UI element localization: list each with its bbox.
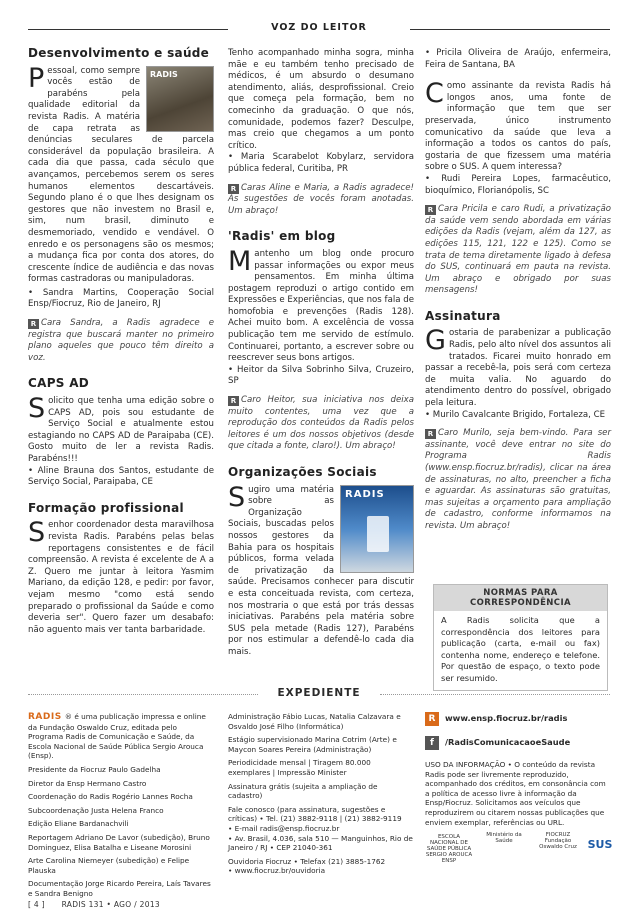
contact-address: • Av. Brasil, 4.036, sala 510 — Manguinhos, Rio de Janeiro / RJ • CEP 21040-361 bbox=[228, 833, 413, 853]
radis-icon: R bbox=[425, 712, 439, 726]
magazine-cover-image: RADIS bbox=[340, 485, 414, 573]
fiocruz-logo: FIOCRUZ Fundação Oswaldo Cruz bbox=[539, 832, 577, 850]
credit-line: Subcoordenação Justa Helena Franco bbox=[28, 805, 164, 815]
editor-response: R Caro Murilo, seja bem-vindo. Para ser assinante, você deve entrar no site do Programa Radis (www.ensp.fiocruz.br/radis), clicar na área de assinaturas, no alto, preencher a ficha e aguardar. As assinaturas são gratuitas, mas sujeitas a orçamento para ampliação de cadastro, conforme informamos na revista. Um abraço! bbox=[425, 428, 611, 531]
ministerio-logo: Ministério da Saúde bbox=[486, 832, 522, 844]
letter-sus bbox=[425, 48, 611, 297]
section-header bbox=[0, 20, 638, 38]
ensp-logo: ESCOLA NACIONAL DE SAÚDE PÚBLICA SERGIO AROUCA ENSP bbox=[425, 834, 473, 864]
letter-signature: • Murilo Cavalcante Brigido, Fortaleza, CE bbox=[425, 409, 606, 420]
rules-title: NORMAS PARA CORRESPONDÊNCIA bbox=[434, 585, 607, 611]
column-3 bbox=[425, 48, 611, 543]
letter-signature: • Pricila Oliveira de Araújo, enfermeira, Feira de Santana, BA bbox=[425, 48, 611, 70]
letter-body: essoal, como sempre vocês estão de parabéns pela qualidade editorial da revista Radis. A matéria de capa retrata as denúncias seculares de parcela considerável da população brasileira. A cada dia que passa, cada século que avançamos, percebemos serem os seres humanos elementos descartáveis. Segundo plano é o que lhes designam os gestores que não investem no Brasil e, sim, num brasil, diminuto e desmemoriado, vendido e vendável. O enredo e os personagens são os mesmos; a mudança fica por conta dos atores, do crescente índice de audiência e das novas formas castradoras ou manipuladoras. bbox=[28, 65, 214, 285]
ouvidoria-link[interactable]: • www.fiocruz.br/ouvidoria bbox=[228, 866, 326, 876]
letter-body: ugiro uma matéria sobre as Organização Sociais, buscadas pelos nossos gestores da Bahia para os hospitais públicos, forma velada de privatização da saúde. Precisamos conhecer para discutir e esta conceituada revista, com certeza, nos mostraria o que está por trás dessas iniciativas. Parabéns pela matéria sobre SUS pela metade (Radis 127), Parabéns por nos estimular a defendê-lo cada dia mais. bbox=[228, 484, 414, 657]
radis-r-icon: R bbox=[228, 396, 239, 406]
credit-line: Periodicidade mensal | Tiragem 80.000 exemplares | Impressão Minister bbox=[228, 758, 371, 777]
letter-blog bbox=[228, 231, 414, 453]
letter-title: Desenvolvimento e saúde bbox=[28, 46, 210, 60]
letter-title: Organizações Sociais bbox=[228, 465, 377, 479]
expediente-header bbox=[0, 685, 638, 703]
letter-assinatura bbox=[425, 308, 611, 533]
letter-body: enhor coordenador desta maravilhosa revista Radis. Parabéns pelas belas reportagens consistentes e de fácil compreensão. A revista é excelente de A a Z. Quero me juntar à leitora Yasmim Mariano, da edição 128, e pedir: por favor, vejam mesmo "como está sendo preparado o profissional da Saúde e como deveria ser". Quero fazer um desabafo: não aguento mais ver tanta barbaridade. bbox=[28, 520, 214, 635]
magazine-cover-image: RADIS bbox=[146, 66, 214, 132]
letter-title: CAPS AD bbox=[28, 376, 90, 391]
credit-line: Ouvidoria Fiocruz • Telefax (21) 3885-1762 bbox=[228, 856, 386, 866]
column-1 bbox=[28, 48, 214, 646]
expediente-title: EXPEDIENTE bbox=[277, 687, 361, 699]
page-footer bbox=[28, 900, 160, 909]
issue-info: RADIS 131 • AGO / 2013 bbox=[61, 900, 160, 909]
letter-signature: • Rudi Pereira Lopes, farmacêutico, bioquímico, Florianópolis, SC bbox=[425, 173, 611, 196]
drop-cap: G bbox=[425, 325, 446, 357]
radis-r-icon: R bbox=[425, 429, 436, 439]
drop-cap: C bbox=[425, 78, 444, 110]
website-link[interactable]: R www.ensp.fiocruz.br/radis bbox=[425, 712, 611, 726]
drop-cap: S bbox=[28, 393, 46, 425]
contact-email[interactable]: • E-mail radis@ensp.fiocruz.br bbox=[228, 823, 340, 833]
expediente-col-3 bbox=[425, 712, 611, 827]
credit-line: Diretor da Ensp Hermano Castro bbox=[28, 778, 147, 788]
credit-line: Edição Eliane Bardanachvili bbox=[28, 819, 129, 829]
letter-body: ostaria de parabenizar a publicação Radis, pelo alto nível dos assuntos ali tratados. Ficarei muito honrado em passar a recebê-la, pois será com certeza de muita valia. No aguardo do atendimento dentro do possível, obrigado pela leitura. bbox=[425, 328, 611, 409]
editor-response: R Cara Sandra, a Radis agradece e registra que buscará manter no primeiro plano aqueles que pouco têm direito a voz. bbox=[28, 318, 214, 363]
credit-line: Estágio supervisionado Marina Cotrim (Arte) e Maycon Soares Pereira (Administração) bbox=[228, 735, 397, 754]
credit-line: Coordenação do Radis Rogério Lannes Rocha bbox=[28, 792, 193, 802]
radis-r-icon: R bbox=[228, 184, 239, 194]
rules-text: A Radis solicita que a correspondência dos leitores para publicação (carta, e-mail ou fax) contenha nome, endereço e telefone. Por questão de espaço, o texto pode ser resumido. bbox=[441, 615, 600, 683]
letter-organizacoes bbox=[228, 467, 414, 659]
facebook-icon: f bbox=[425, 736, 439, 750]
credit-line: Documentação Jorge Ricardo Pereira, Laís Tavares e Sandra Benigno bbox=[28, 879, 211, 898]
editor-response: R Caro Heitor, sua iniciativa nos deixa muito contentes, uma vez que a reprodução dos conteúdos da Radis pelos leitores é um dos nossos objetivos (desde que citada a fonte, claro!). Um abraço! bbox=[228, 395, 414, 452]
letter-signature: • Heitor da Silva Sobrinho Silva, Cruzeiro, SP bbox=[228, 364, 414, 387]
expediente-col-2 bbox=[228, 712, 414, 876]
credit-line: Presidente da Fiocruz Paulo Gadelha bbox=[28, 764, 161, 774]
credit-line: Fale conosco (para assinatura, sugestões e críticas) • Tel. (21) 3882-9118 | (21) 3882-9119 bbox=[228, 804, 402, 824]
institution-logos bbox=[425, 830, 615, 866]
sus-logo: SUS bbox=[587, 838, 613, 851]
letter-desenvolvimento bbox=[28, 48, 214, 364]
letter-formacao bbox=[28, 500, 214, 637]
correspondence-rules-box bbox=[433, 584, 608, 691]
letter-signature: • Maria Scarabelot Kobylarz, servidora pública federal, Curitiba, PR bbox=[228, 152, 414, 174]
credit-line: Reportagem Adriano De Lavor (subedição), Bruno Dominguez, Elisa Batalha e Liseane Morosini bbox=[28, 832, 210, 852]
letter-body: olicito que tenha uma edição sobre o CAPS AD, pois sou estudante de Serviço Social e atualmente estou estagiando no CAPS AD de Paraipaba (CE). Gosto muito de ler a revista Radis. Parabéns!!! bbox=[28, 396, 214, 464]
radis-r-icon: R bbox=[28, 319, 39, 329]
letter-body: antenho um blog onde procuro passar informações ou expor meus pensamentos. Em minha última postagem reproduzi o artigo contido em Expressões e Experiências, que nos fala de homofobia e prevenções (Radis 128). Achei muito bom. A excelência de vossa publicação tem me servido de estímulo. Continuarei, portanto, a escrever sobre ou reescrever seus bons artigos. bbox=[228, 248, 414, 364]
credit-line: Arte Carolina Niemeyer (subedição) e Felipe Plauska bbox=[28, 856, 190, 875]
letter-body: Tenho acompanhado minha sogra, minha mãe e eu também tenho precisado de médicos, é um absurdo o desumano atendimento, aliás, desprofissional. Creio que começa pela formação, bem no comecinho da graduação. O que nós, comunidade, podemos fazer? Desculpe, mas creio que chegamos a um ponto crítico. bbox=[228, 48, 414, 151]
letter-body: omo assinante da revista Radis há longos anos, uma fonte de informação que tem que ser preservada, único instrumento comunicativo da saúde que leva a informação a todos os cantos do país, gostaria de que fizessem uma matéria sobre o SUS. A quem interessa? bbox=[425, 81, 611, 173]
page-number: [ 4 ] bbox=[28, 900, 45, 909]
drop-cap: P bbox=[28, 62, 45, 94]
column-2 bbox=[228, 48, 414, 669]
editor-response: R Caras Aline e Maria, a Radis agradece! As sugestões de vocês foram anotadas. Um abraço! bbox=[228, 182, 414, 216]
letter-title: Formação profissional bbox=[28, 500, 184, 515]
letter-title: 'Radis' em blog bbox=[228, 229, 336, 244]
letter-signature: • Aline Brauna dos Santos, estudante de Serviço Social, Paraipaba, CE bbox=[28, 465, 214, 488]
drop-cap: S bbox=[228, 481, 246, 513]
usage-notice: USO DA INFORMAÇÃO • O conteúdo da revista Radis pode ser livremente reproduzido, acompanhado dos créditos, em consonância com a política de acesso livre à informação da Ensp/Fiocruz. Solicitamos aos veículos que reproduzirem ou citarem nossas publicações que enviem exemplar, referências ou URL. bbox=[425, 760, 606, 827]
section-title: VOZ DO LEITOR bbox=[271, 22, 367, 33]
letter-caps-ad bbox=[28, 378, 214, 488]
letter-signature: • Sandra Martins, Cooperação Social Ensp/Fiocruz, Rio de Janeiro, RJ bbox=[28, 287, 214, 310]
credit-line: ® é uma publicação impressa e online da Fundação Oswaldo Cruz, editada pelo Programa Radis de Comunicação e Saúde, da Escola Nacional de Saúde Pública Sergio Arouca (Ensp). bbox=[28, 712, 206, 761]
drop-cap: S bbox=[28, 517, 46, 549]
facebook-link[interactable]: f /RadisComunicacaoeSaude bbox=[425, 736, 611, 750]
drop-cap: M bbox=[228, 245, 252, 277]
radis-r-icon: R bbox=[425, 205, 436, 215]
letter-title: Assinatura bbox=[425, 308, 501, 323]
credit-line: Assinatura grátis (sujeita a ampliação de cadastro) bbox=[228, 781, 378, 801]
letter-formacao-cont bbox=[228, 48, 414, 217]
editor-response: R Cara Pricila e caro Rudi, a privatização da saúde vem sendo abordada em várias edições da Radis (vejam, além da 127, as edições 115, 121, 122 e 125). Como se trata de tema diretamente ligado à defesa do SUS, continuará em pauta na revista. Um abraço e obrigado por suas mensagens! bbox=[425, 204, 611, 296]
expediente-col-1 bbox=[28, 712, 214, 903]
credit-line: Administração Fábio Lucas, Natalia Calzavara e Osvaldo José Filho (Informática) bbox=[228, 712, 401, 731]
radis-logo: RADIS bbox=[28, 712, 62, 722]
